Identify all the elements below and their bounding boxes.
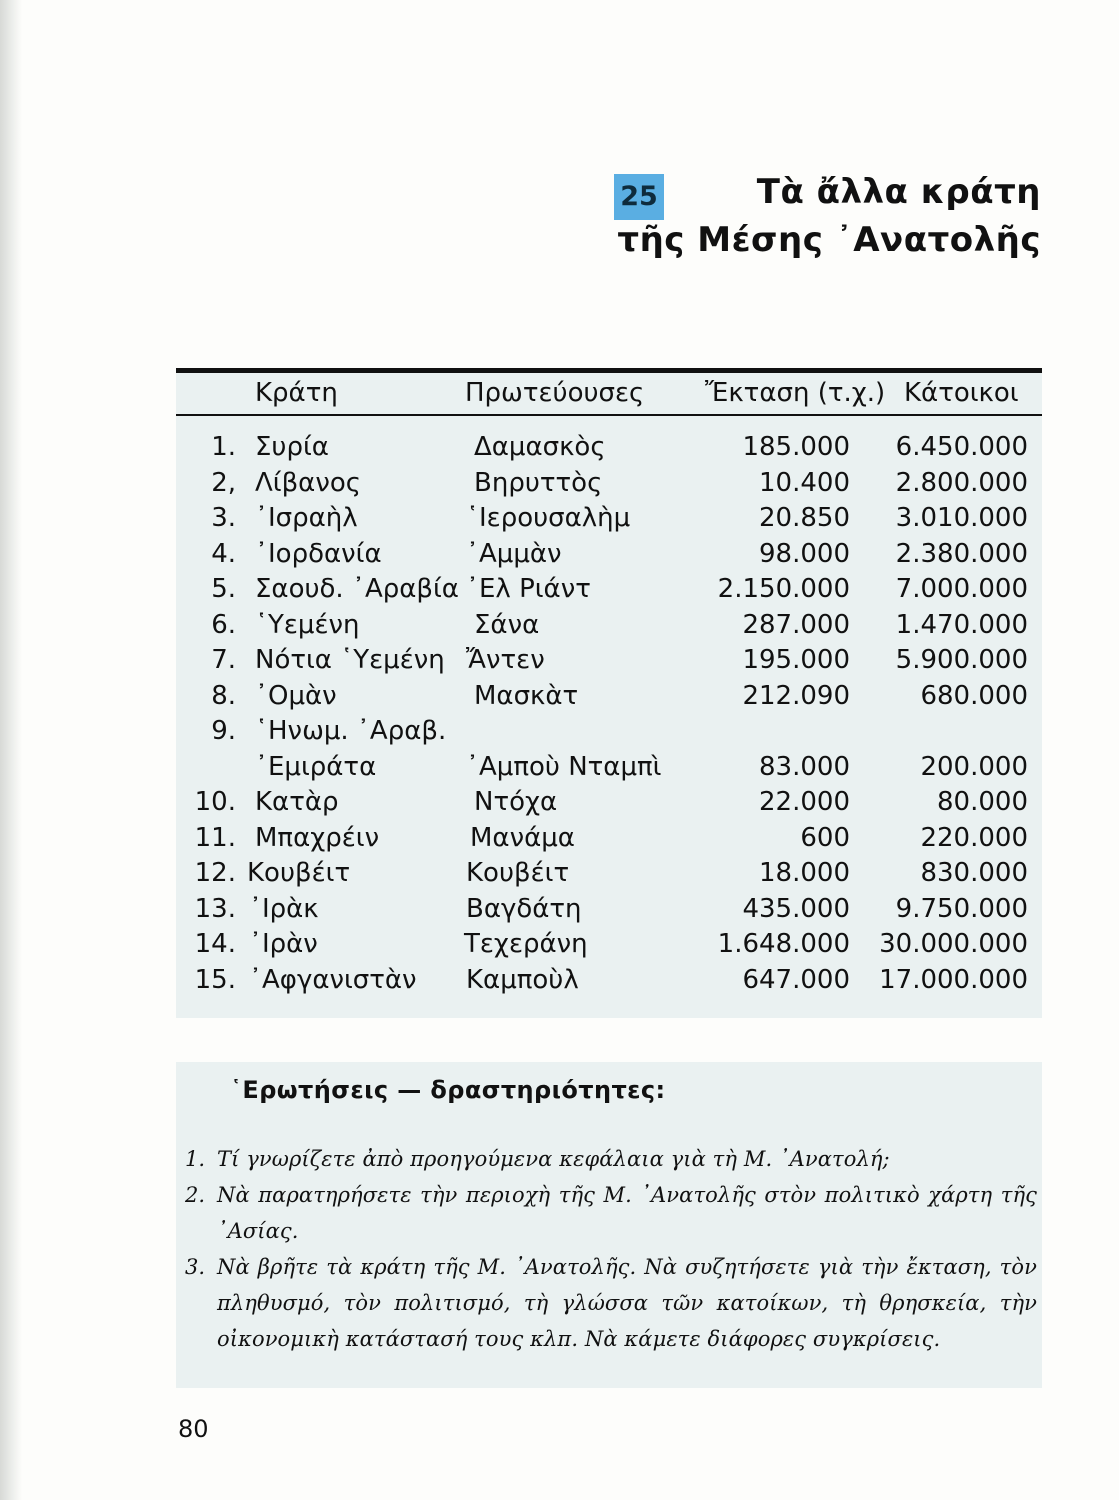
capital-name: Κουβέιτ (466, 858, 570, 888)
area-value: 98.000 (759, 539, 850, 569)
state-name: ᾽Ομὰν (255, 681, 337, 711)
question-text: Νὰ παρατηρήσετε τὴν περιοχὴ τῆς Μ. ᾽Ανατολῆς στὸν πολιτικὸ χάρτη τῆς ᾽Ασίας. (217, 1183, 1037, 1243)
capital-name: Ἄντεν (466, 645, 545, 675)
state-name: Νότια ῾Υεμένη (255, 645, 445, 675)
row-number: 8. (211, 681, 236, 711)
capital-name: ῾Ιερουσαλὴμ (466, 503, 631, 533)
area-value: 600 (800, 823, 850, 853)
area-value: 10.400 (759, 468, 850, 498)
population-value: 80.000 (937, 787, 1028, 817)
row-number: 10. (194, 787, 236, 817)
state-name: Κατὰρ (255, 787, 339, 817)
header-capitals: Πρωτεύουσες (465, 378, 645, 408)
population-value: 680.000 (920, 681, 1028, 711)
chapter-number-badge: 25 (614, 174, 664, 220)
population-value: 1.470.000 (895, 610, 1028, 640)
question-text: Τί γνωρίζετε ἀπὸ προηγούμενα κεφάλαια γιὰ τὴ Μ. ᾽Ανατολή; (217, 1147, 890, 1171)
population-value: 17.000.000 (879, 965, 1028, 995)
question-text: Νὰ βρῆτε τὰ κράτη τῆς Μ. ᾽Ανατολῆς. Νὰ συζητήσετε γιὰ τὴν ἔκταση, τὸν πληθυσμό, τὸν πολιτισμό, τὴ γλώσσα τῶν κατοίκων, τὴ θρησκεία, τὴν οἰκονομικὴ κατάστασή τους κλπ. Νὰ κάμετε διάφορες συγκρίσεις. (217, 1255, 1037, 1351)
population-value: 6.450.000 (895, 432, 1028, 462)
state-name: ᾽Ιρὰν (249, 929, 318, 959)
area-value: 2.150.000 (717, 574, 850, 604)
state-name: Μπαχρέιν (255, 823, 380, 853)
header-area: Ἔκταση (τ.χ.) (705, 378, 886, 408)
state-name: Συρία (255, 432, 329, 462)
capital-name: Δαμασκὸς (474, 432, 606, 462)
population-value: 220.000 (920, 823, 1028, 853)
capital-name: Ντόχα (474, 787, 558, 817)
row-number: 13. (194, 894, 236, 924)
state-name: ᾽Εμιράτα (255, 752, 377, 782)
table-top-rule (176, 368, 1042, 373)
capital-name: Μασκὰτ (474, 681, 579, 711)
state-name: ῾Ηνωμ. ᾽Αραβ. (255, 716, 447, 746)
row-number: 2, (211, 468, 236, 498)
row-number: 12. (194, 858, 236, 888)
area-value: 287.000 (742, 610, 850, 640)
area-value: 83.000 (759, 752, 850, 782)
chapter-title (617, 168, 1041, 264)
area-value: 647.000 (742, 965, 850, 995)
population-value: 2.800.000 (895, 468, 1028, 498)
capital-name: Σάνα (474, 610, 540, 640)
state-name: Σαουδ. ᾽Αραβία (255, 574, 459, 604)
row-number: 4. (211, 539, 236, 569)
row-number: 14. (194, 929, 236, 959)
area-value: 18.000 (759, 858, 850, 888)
area-value: 185.000 (742, 432, 850, 462)
state-name: ᾽Αφγανιστὰν (249, 965, 417, 995)
page-binding-edge (0, 0, 22, 1500)
row-number: 9. (211, 716, 236, 746)
header-states: Κράτη (255, 378, 338, 408)
page-number: 80 (178, 1415, 209, 1443)
question-number: 2. (184, 1183, 205, 1207)
row-number: 6. (211, 610, 236, 640)
chapter-title-line-1: Τὰ ἄλλα κράτη (756, 172, 1041, 212)
population-value: 9.750.000 (895, 894, 1028, 924)
population-value: 7.000.000 (895, 574, 1028, 604)
capital-name: Βαγδάτη (466, 894, 582, 924)
capital-name: Μανάμα (470, 823, 575, 853)
row-number: 3. (211, 503, 236, 533)
area-value: 435.000 (742, 894, 850, 924)
population-value: 30.000.000 (879, 929, 1028, 959)
capital-name: Τεχεράνη (464, 929, 588, 959)
chapter-title-line-2: τῆς Μέσης ᾽Ανατολῆς (617, 220, 1041, 260)
population-value: 3.010.000 (895, 503, 1028, 533)
state-name: Κουβέιτ (247, 858, 351, 888)
row-number: 15. (194, 965, 236, 995)
question-number: 3. (184, 1255, 205, 1279)
capital-name: Καμποὺλ (466, 965, 579, 995)
population-value: 200.000 (920, 752, 1028, 782)
area-value: 212.090 (742, 681, 850, 711)
question-number: 1. (184, 1147, 205, 1171)
capital-name: ᾽Αμποὺ Νταμπὶ (466, 752, 662, 782)
population-value: 830.000 (920, 858, 1028, 888)
capital-name: Βηρυττὸς (474, 468, 603, 498)
capital-name: ᾽Ελ Ριάντ (466, 574, 591, 604)
area-value: 22.000 (759, 787, 850, 817)
population-value: 2.380.000 (895, 539, 1028, 569)
chapter-header (611, 168, 1041, 268)
table-header-rule (176, 414, 1042, 416)
row-number: 7. (211, 645, 236, 675)
state-name: ᾽Ιρὰκ (249, 894, 319, 924)
area-value: 20.850 (759, 503, 850, 533)
state-name: ῾Υεμένη (255, 610, 360, 640)
capital-name: ᾽Αμμὰν (466, 539, 562, 569)
activities-heading: ῾Ερωτήσεις — δραστηριότητες: (230, 1076, 666, 1104)
area-value: 1.648.000 (717, 929, 850, 959)
state-name: ᾽Ιορδανία (255, 539, 382, 569)
state-name: ᾽Ισραὴλ (255, 503, 358, 533)
area-value: 195.000 (742, 645, 850, 675)
row-number: 1. (211, 432, 236, 462)
population-value: 5.900.000 (895, 645, 1028, 675)
row-number: 5. (211, 574, 236, 604)
header-population: Κάτοικοι (904, 378, 1019, 408)
state-name: Λίβανος (255, 468, 362, 498)
row-number: 11. (194, 823, 236, 853)
